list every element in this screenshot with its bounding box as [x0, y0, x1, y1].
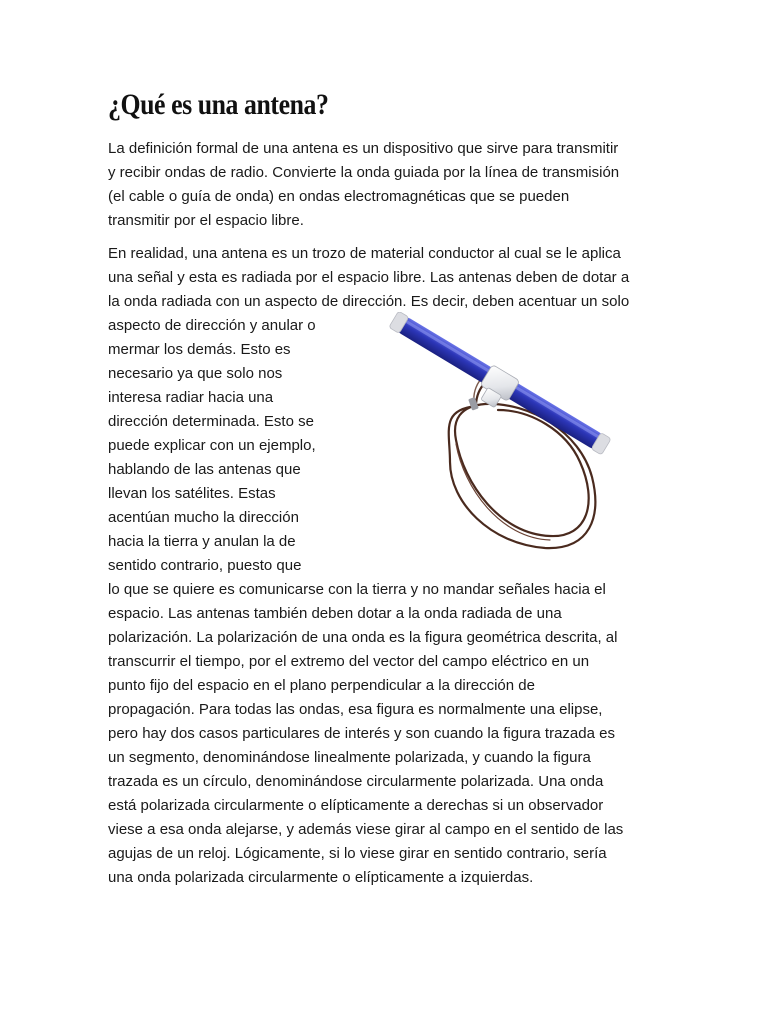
paragraph-line: polarización. La polarización de una onda es la figura geométrica descrita, al — [108, 629, 618, 646]
paragraph-line: mermar los demás. Esto es — [108, 341, 291, 358]
paragraph-line: espacio. Las antenas también deben dotar a la onda radiada de una — [108, 605, 562, 622]
paragraph-line: aspecto de dirección y anular o — [108, 317, 316, 334]
paragraph-line: llevan los satélites. Estas — [108, 485, 276, 502]
paragraph-line: hablando de las antenas que — [108, 461, 301, 478]
dipole-element — [381, 312, 612, 467]
paragraph-line: está polarizada circularmente o elípticamente a derechas si un observador — [108, 797, 604, 814]
paragraph-line: trazada es un círculo, denominándose circularmente polarizada. Una onda — [108, 773, 604, 790]
page-title: ¿Qué es una antena? — [108, 88, 329, 121]
paragraph-line: transmitir por el espacio libre. — [108, 212, 304, 229]
paragraph-line: hacia la tierra y anulan la de — [108, 533, 296, 550]
paragraph-line: lo que se quiere es comunicarse con la tierra y no mandar señales hacia el — [108, 581, 606, 598]
paragraph-line: pero hay dos casos particulares de interés y son cuando la figura trazada es — [108, 725, 615, 742]
paragraph-line: necesario ya que solo nos — [108, 365, 283, 382]
paragraph-line: punto fijo del espacio en el plano perpendicular a la dirección de — [108, 677, 535, 694]
paragraph-line: una onda polarizada circularmente o elípticamente a izquierdas. — [108, 869, 534, 886]
paragraph-line: En realidad, una antena es un trozo de material conductor al cual se le aplica — [108, 245, 621, 262]
paragraph-line: una señal y esta es radiada por el espacio libre. Las antenas deben de dotar a — [108, 269, 630, 286]
paragraph-line: La definición formal de una antena es un dispositivo que sirve para transmitir — [108, 140, 619, 157]
paragraph-line: un segmento, denominándose linealmente polarizada, y cuando la figura — [108, 749, 591, 766]
paragraph-line: propagación. Para todas las ondas, esa figura es normalmente una elipse, — [108, 701, 603, 718]
paragraph-line: transcurrir el tiempo, por el extremo del vector del campo eléctrico en un — [108, 653, 590, 670]
paragraph-line: sentido contrario, puesto que — [108, 557, 302, 574]
antenna-photo — [380, 312, 620, 554]
paragraph-line: agujas de un reloj. Lógicamente, si lo viese girar en sentido contrario, sería — [108, 845, 607, 862]
paragraph-line: (el cable o guía de onda) en ondas electromagnéticas que se pueden — [108, 188, 570, 205]
paragraph-line: viese a esa onda alejarse, y además viese girar al campo en el sentido de las — [108, 821, 624, 838]
paragraph-line: acentúan mucho la dirección — [108, 509, 299, 526]
dipole-antenna-icon — [380, 312, 620, 554]
paragraph-line: interesa radiar hacia una — [108, 389, 274, 406]
paragraph-line: puede explicar con un ejemplo, — [108, 437, 316, 454]
paragraph-line: la onda radiada con un aspecto de dirección. Es decir, deben acentuar un solo — [108, 293, 630, 310]
paragraph-line: y recibir ondas de radio. Convierte la onda guiada por la línea de transmisión — [108, 164, 620, 181]
paragraph-line: dirección determinada. Esto se — [108, 413, 314, 430]
